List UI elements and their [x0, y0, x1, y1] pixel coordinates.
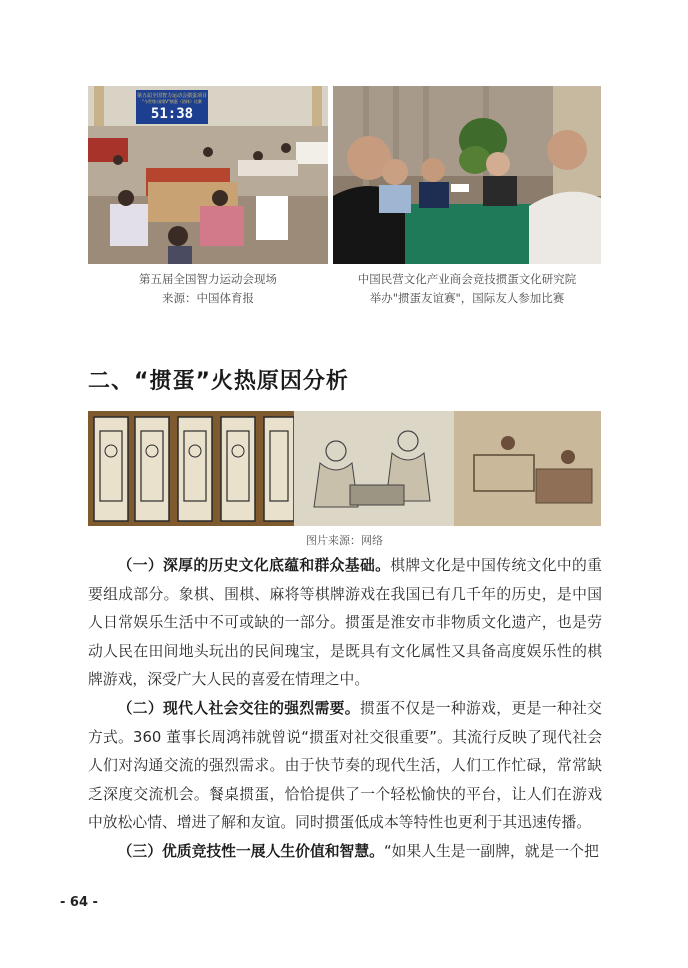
right-photo-caption-note: 举办"掼蛋友谊赛"，国际友人参加比赛	[369, 291, 565, 305]
paragraph-social-text: 掼蛋不仅是一种游戏，更是一种社交方式。360 董事长周鸿祎就曾说“掼蛋对社交很重要”。其流行反映了现代社会人们对沟通交流的强烈需求。由于快节奏的现代生活，人们工作忙碌，常常缺乏深度交流机会。餐桌掼蛋，恰恰提供了一个轻松愉快的平台，让人们在游戏中放松心情、增进了解和友谊。同时掼蛋低成本等特性也更利于其迅速传播。	[88, 699, 602, 832]
body-text	[88, 552, 602, 867]
right-photo-caption-title: 中国民营文化产业商会竞技掼蛋文化研究院	[357, 272, 577, 286]
page-number: - 64 -	[60, 895, 98, 910]
left-photo-caption-title: 第五届全国智力运动会现场	[139, 272, 277, 286]
paragraph-competition-text: “如果人生是一副牌，就是一个把	[383, 842, 599, 860]
tournament-hall-illustration	[88, 86, 328, 264]
friendship-match-photo	[333, 86, 601, 264]
paragraph-history-lead: （一）深厚的历史文化底蕴和群众基础。	[117, 557, 391, 574]
friendship-match-illustration	[333, 86, 601, 264]
left-photo-caption	[88, 270, 328, 308]
scoreboard-title: 第五届全国智力运动会掼蛋项目	[136, 93, 208, 99]
paragraph-social	[88, 695, 602, 838]
historical-images-illustration	[88, 411, 601, 526]
paragraph-competition	[88, 838, 602, 867]
scoreboard-subtitle: "今世缘·国缘V"掼蛋（团体）比赛	[142, 99, 202, 104]
section-heading: 二、“掼蛋”火热原因分析	[88, 369, 349, 394]
left-photo-caption-source: 来源：中国体育报	[162, 291, 254, 305]
right-photo-caption	[333, 270, 601, 308]
scoreboard-timer: 51:38	[150, 106, 194, 122]
paragraph-history-text: 棋牌文化是中国传统文化中的重要组成部分。象棋、围棋、麻将等棋牌游戏在我国已有几千年的历史，是中国人日常娱乐生活中不可或缺的一部分。掼蛋是淮安市非物质文化遗产，也是劳动人民在田间地头玩出的民间瑰宝，是既具有文化属性又具备高度娱乐性的棋牌游戏，深受广大人民的喜爱在情理之中。	[88, 557, 602, 689]
historical-images-strip	[88, 411, 601, 526]
strip-caption: 图片来源：网络	[306, 534, 383, 547]
paragraph-social-lead: （二）现代人社会交往的强烈需要。	[117, 699, 360, 717]
paragraph-history	[88, 552, 602, 695]
paragraph-competition-lead: （三）优质竞技性一展人生价值和智慧。	[117, 842, 384, 860]
tournament-hall-photo	[88, 86, 328, 264]
